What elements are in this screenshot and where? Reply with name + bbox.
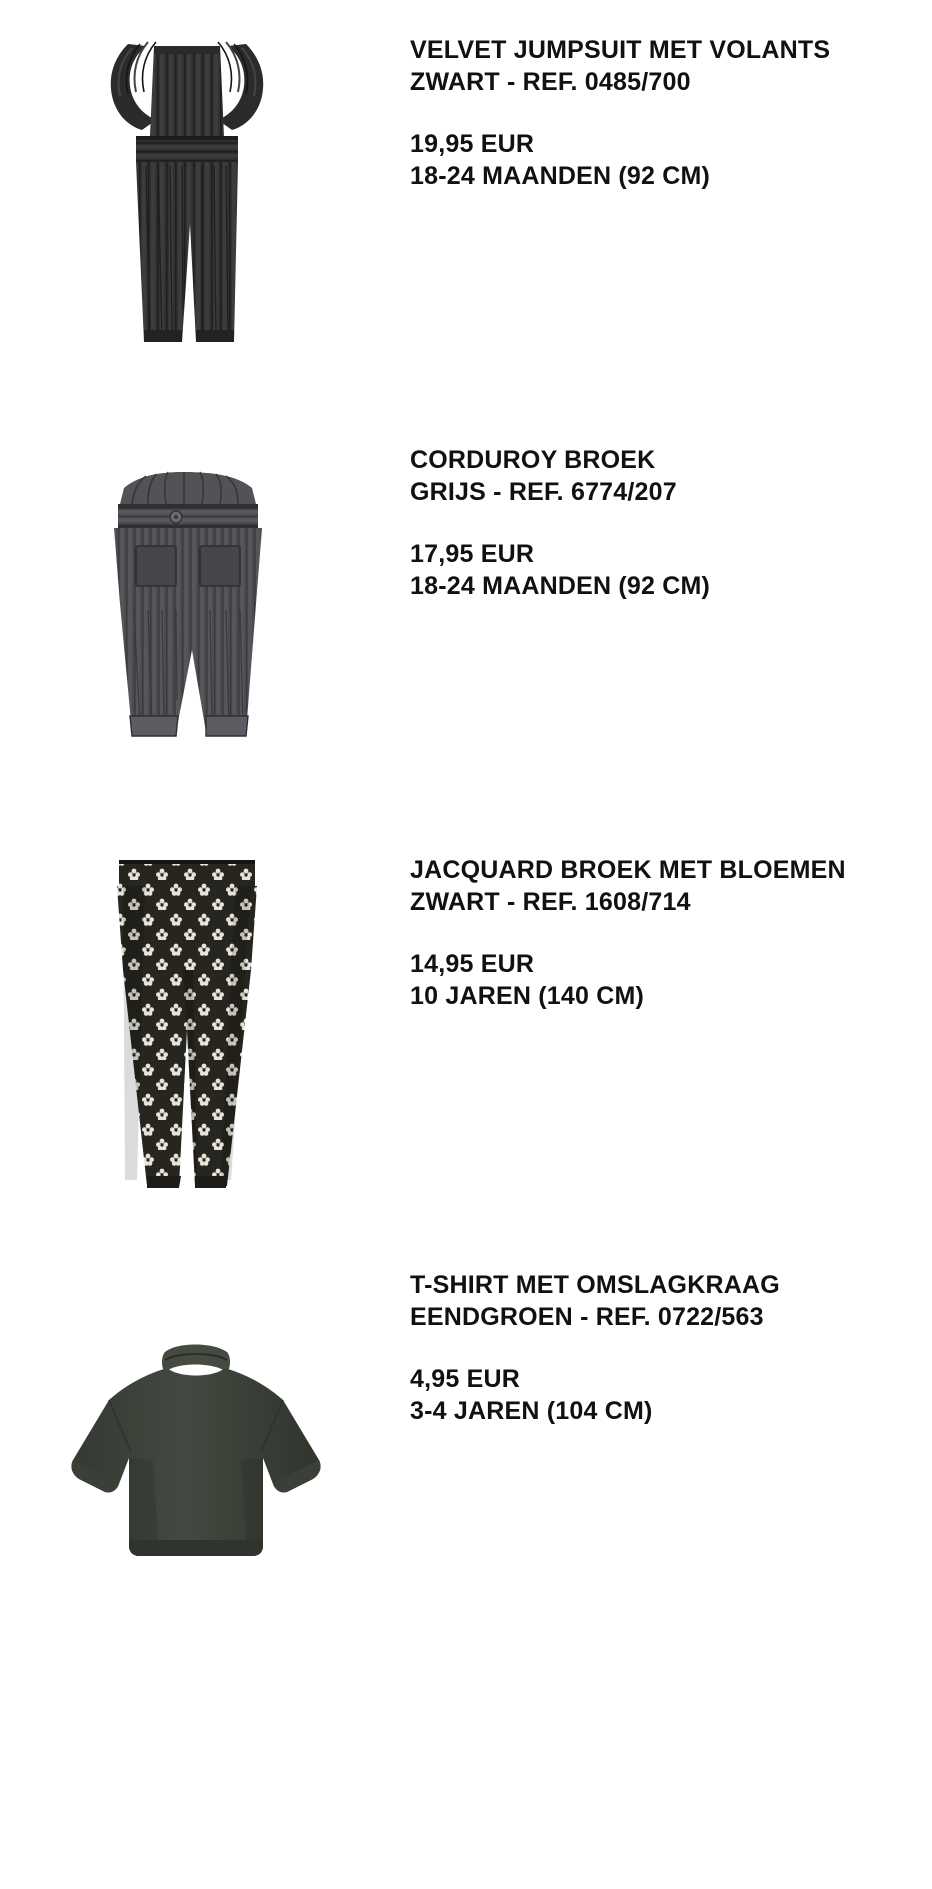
spacer bbox=[410, 1333, 932, 1363]
product-row[interactable] bbox=[0, 420, 932, 810]
product-price: 19,95 EUR bbox=[410, 130, 535, 158]
spacer bbox=[410, 918, 932, 948]
product-details bbox=[400, 1245, 932, 1427]
product-size: 18-24 MAANDEN (92 CM) bbox=[410, 162, 711, 190]
product-details bbox=[400, 10, 932, 192]
product-title: VELVET JUMPSUIT MET VOLANTS bbox=[410, 36, 831, 64]
jacquard-floral-trousers-illustration bbox=[85, 850, 315, 1210]
product-image bbox=[0, 420, 400, 770]
product-size: 18-24 MAANDEN (92 CM) bbox=[410, 572, 711, 600]
turtleneck-tshirt-illustration bbox=[55, 1340, 345, 1590]
product-color-ref: GRIJS - REF. 6774/207 bbox=[410, 478, 677, 506]
product-color-ref: ZWART - REF. 1608/714 bbox=[410, 888, 691, 916]
product-image bbox=[0, 830, 400, 1210]
product-size: 3-4 JAREN (104 CM) bbox=[410, 1397, 653, 1425]
product-title: T-SHIRT MET OMSLAGKRAAG bbox=[410, 1271, 780, 1299]
product-color-ref: ZWART - REF. 0485/700 bbox=[410, 68, 691, 96]
product-image bbox=[0, 1245, 400, 1590]
spacer bbox=[410, 508, 932, 538]
product-details bbox=[400, 830, 932, 1012]
product-price: 17,95 EUR bbox=[410, 540, 535, 568]
product-image bbox=[0, 10, 400, 360]
product-price: 4,95 EUR bbox=[410, 1365, 520, 1393]
corduroy-trousers-illustration bbox=[80, 470, 320, 770]
product-size: 10 JAREN (140 CM) bbox=[410, 982, 645, 1010]
velvet-jumpsuit-illustration bbox=[70, 10, 330, 360]
product-title: JACQUARD BROEK MET BLOEMEN bbox=[410, 856, 846, 884]
product-color-ref: EENDGROEN - REF. 0722/563 bbox=[410, 1303, 764, 1331]
spacer bbox=[410, 98, 932, 128]
product-row[interactable] bbox=[0, 10, 932, 400]
product-row[interactable] bbox=[0, 830, 932, 1230]
product-row[interactable] bbox=[0, 1245, 932, 1645]
product-title: CORDUROY BROEK bbox=[410, 446, 656, 474]
product-price: 14,95 EUR bbox=[410, 950, 535, 978]
product-details bbox=[400, 420, 932, 602]
